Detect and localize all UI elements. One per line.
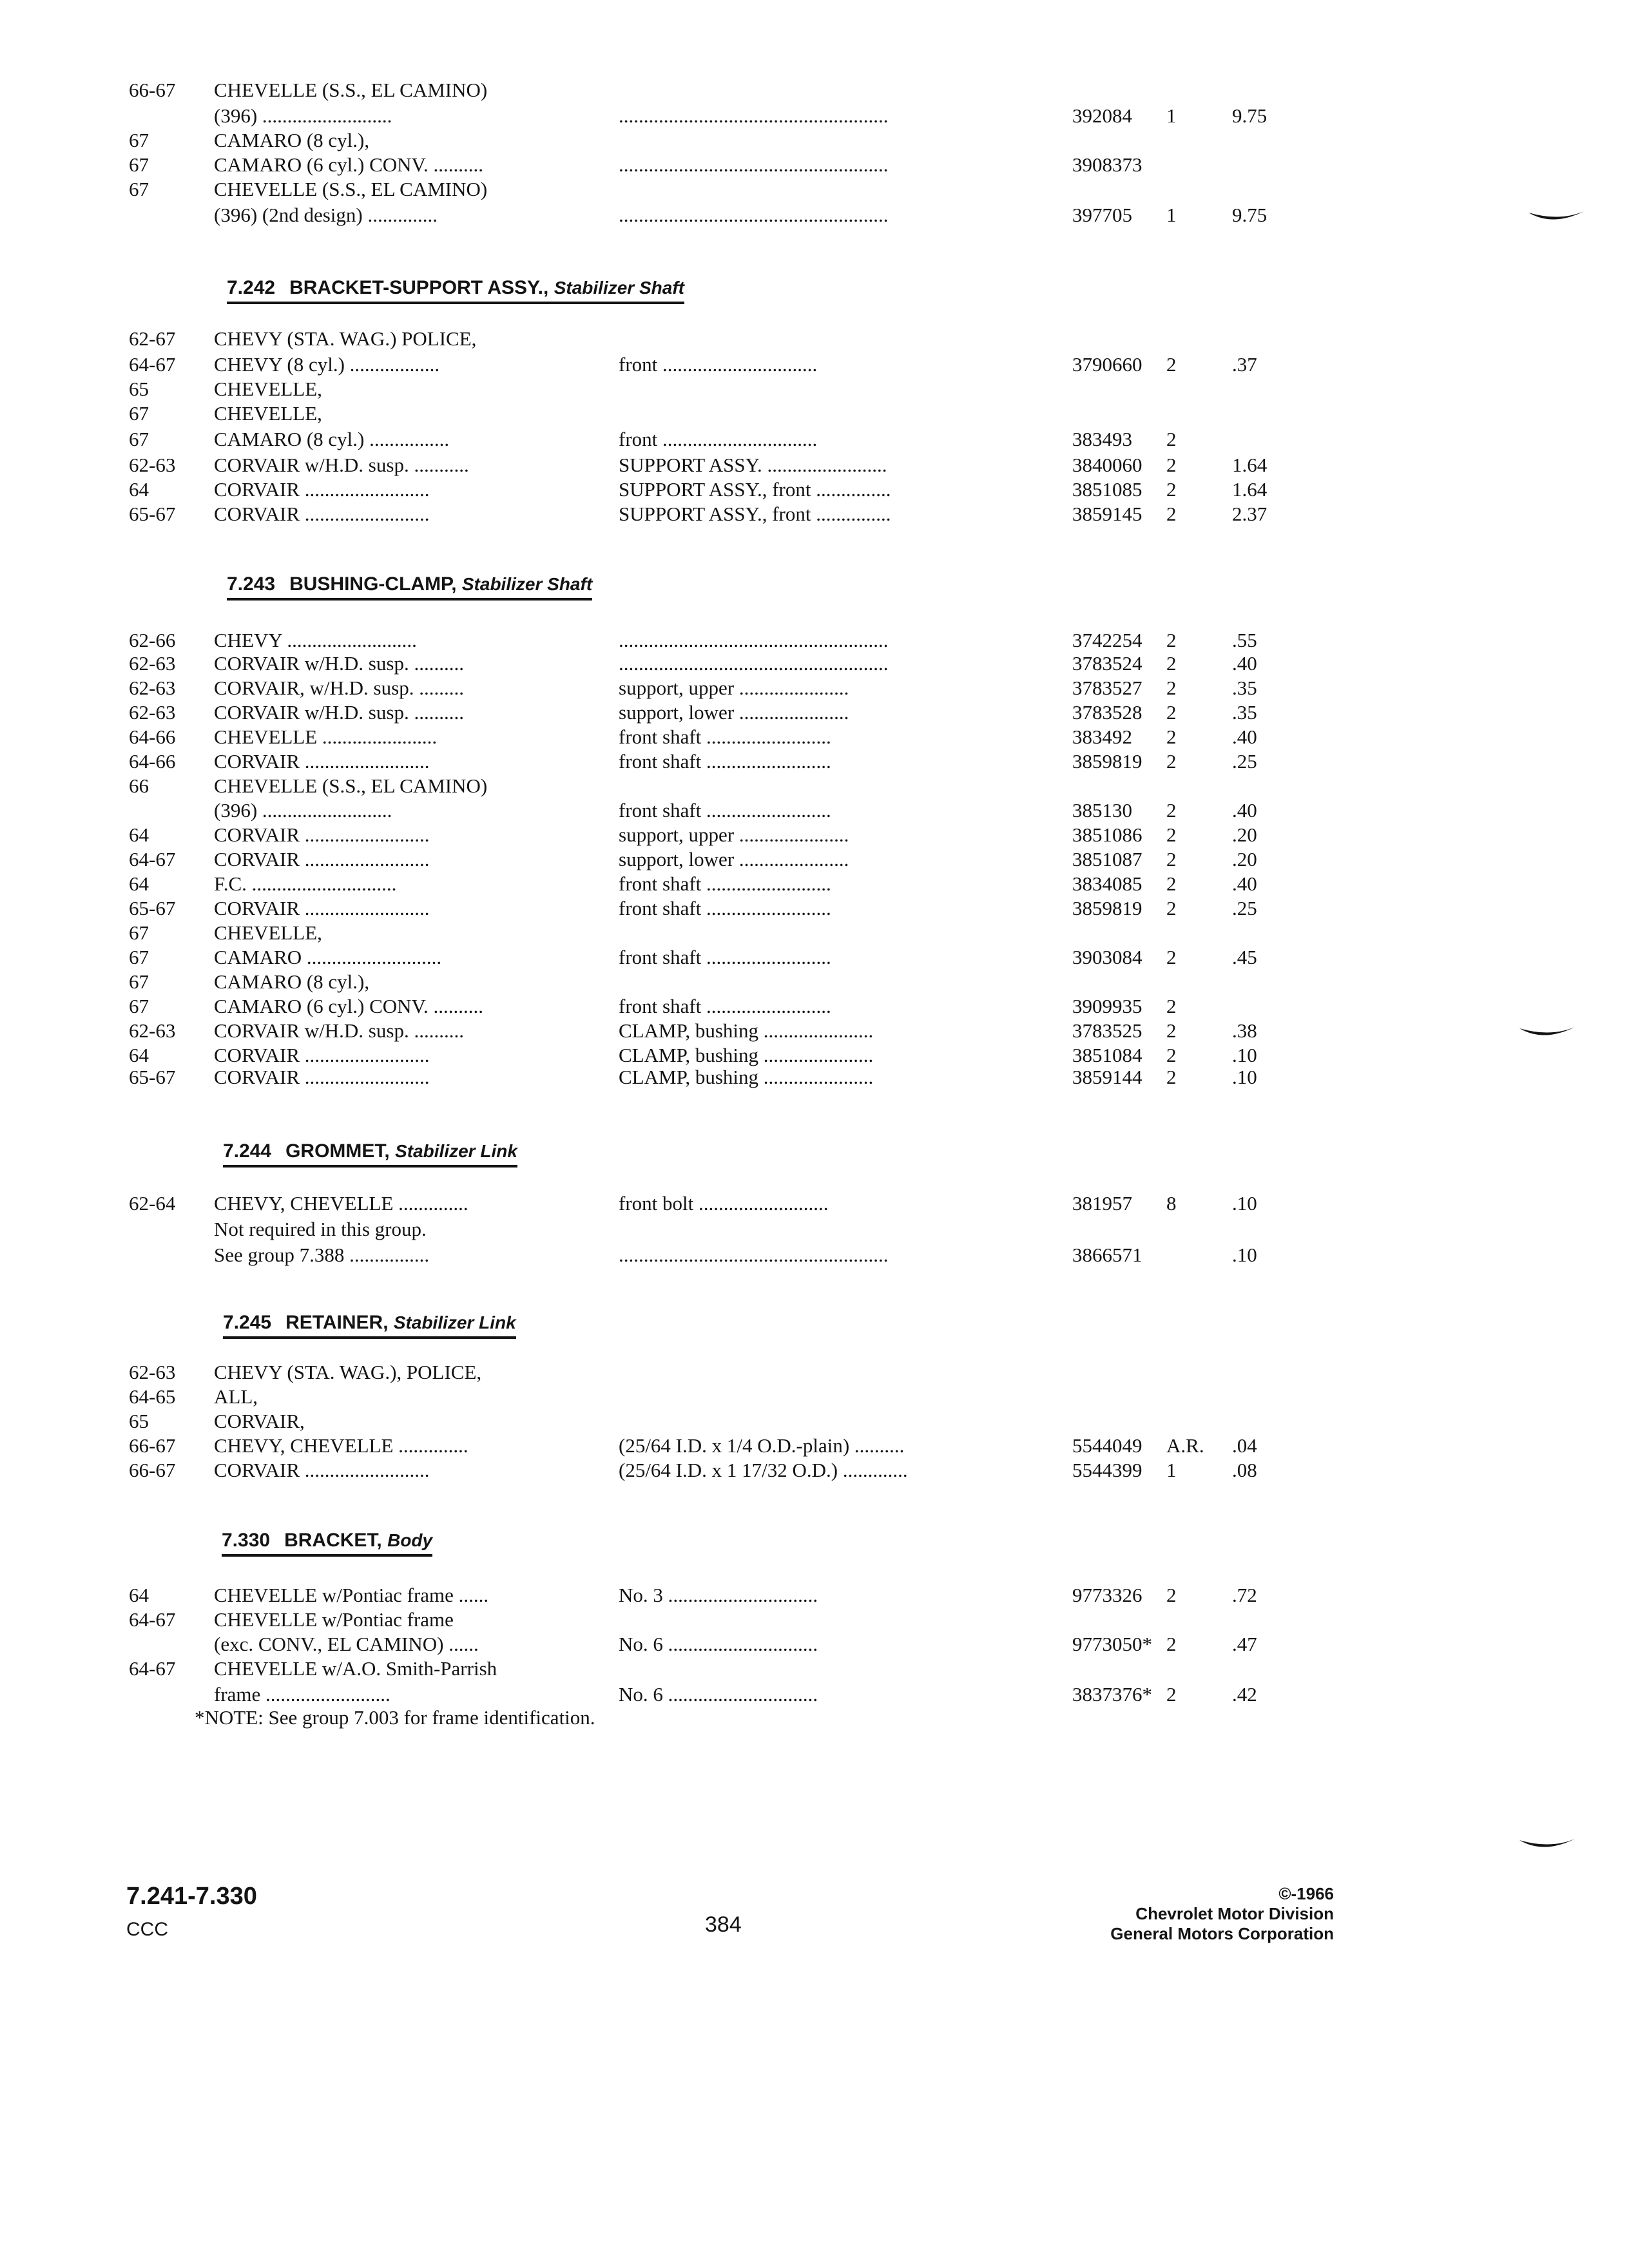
table-row: 67 CAMARO (6 cyl.) CONV. .......... front shaft ......................... 3909935 2: [129, 995, 1177, 1017]
section-heading: 7.330 BRACKET, Body: [222, 1528, 432, 1557]
binder-mark-icon: [1518, 1023, 1576, 1043]
page-number: 384: [705, 1912, 742, 1937]
table-row: 66-67 CORVAIR ......................... (25/64 I.D. x 1 17/32 O.D.) ............. 5544399 1 .08: [129, 1459, 1257, 1481]
table-row: 62-63 CORVAIR w/H.D. susp. .......... CLAMP, bushing ...................... 3783525 2 .38: [129, 1019, 1257, 1042]
table-row: 67 CAMARO (6 cyl.) CONV. .......... ...................................................... 3908373: [129, 153, 1142, 176]
table-row: 64-67 CHEVY (8 cyl.) .................. front ............................... 3790660 2 .37: [129, 353, 1257, 376]
table-row: 67 CHEVELLE (S.S., EL CAMINO): [129, 178, 488, 200]
table-row: 64-67 CORVAIR ......................... support, lower ...................... 3851087 2 .20: [129, 848, 1257, 870]
table-row: 64-65 ALL,: [129, 1385, 258, 1408]
table-row: 67 CAMARO (8 cyl.) ................ front ............................... 383493 2: [129, 428, 1177, 450]
table-row: Not required in this group.: [214, 1218, 427, 1240]
table-row: 64-66 CORVAIR ......................... front shaft ......................... 3859819 2 .25: [129, 750, 1257, 773]
table-row: See group 7.388 ................ ...................................................... 3866571 .10: [214, 1244, 1257, 1266]
binder-mark-icon: [1527, 207, 1585, 227]
group-range: 7.241-7.330: [126, 1883, 257, 1910]
division-line: Chevrolet Motor Division: [1135, 1904, 1334, 1923]
table-row: 64-67 CHEVELLE w/A.O. Smith-Parrish: [129, 1657, 497, 1680]
table-row: 67 CHEVELLE,: [129, 921, 322, 944]
copyright-line: ©-1966: [1278, 1884, 1334, 1903]
section-heading: 7.243 BUSHING-CLAMP, Stabilizer Shaft: [227, 572, 592, 601]
table-row: 62-63 CHEVY (STA. WAG.), POLICE,: [129, 1361, 482, 1383]
table-row: 64 CORVAIR ......................... CLAMP, bushing ...................... 3851084 2 .10: [129, 1044, 1257, 1066]
section-heading: 7.245 RETAINER, Stabilizer Link: [223, 1311, 516, 1339]
table-row: 65 CHEVELLE,: [129, 378, 322, 400]
table-row: (396) .......................... ...................................................... 392084 1 9.75: [214, 104, 1268, 127]
table-row: (396) .......................... front shaft ......................... 385130 2 .40: [214, 799, 1257, 822]
table-row: 62-63 CORVAIR, w/H.D. susp. ......... support, upper ...................... 3783527 2 .35: [129, 677, 1257, 699]
table-row: 65 CORVAIR,: [129, 1410, 305, 1432]
table-row: 67 CHEVELLE,: [129, 402, 322, 425]
table-row: 64 CORVAIR ......................... SUPPORT ASSY., front ............... 3851085 2 1.64: [129, 478, 1268, 501]
table-row: 64-67 CHEVELLE w/Pontiac frame: [129, 1608, 454, 1631]
table-row: (exc. CONV., EL CAMINO) ...... No. 6 .............................. 9773050* 2 .47: [214, 1633, 1257, 1655]
catalog-code: CCC: [126, 1919, 168, 1940]
table-row: 64-66 CHEVELLE ....................... front shaft ......................... 383492 2 .40: [129, 726, 1257, 748]
table-row: 62-63 CORVAIR w/H.D. susp. .......... ...................................................... 3783524 2 .40: [129, 652, 1257, 675]
table-row: 62-63 CORVAIR w/H.D. susp. .......... support, lower ...................... 3783528 2 .35: [129, 701, 1257, 724]
section-heading: 7.242 BRACKET-SUPPORT ASSY., Stabilizer Shaft: [227, 276, 684, 304]
table-row: 65-67 CORVAIR ......................... CLAMP, bushing ...................... 3859144 2 .10: [129, 1066, 1257, 1088]
table-row: 62-66 CHEVY .......................... ...................................................... 3742254 2 .55: [129, 629, 1257, 651]
table-row: 65-67 CORVAIR ......................... front shaft ......................... 3859819 2 .25: [129, 897, 1257, 919]
table-row: 64 F.C. ............................. front shaft ......................... 3834085 2 .40: [129, 872, 1257, 895]
table-row: 62-63 CORVAIR w/H.D. susp. ........... SUPPORT ASSY. ........................ 3840060 2 1.64: [129, 454, 1268, 476]
table-row: 64 CHEVELLE w/Pontiac frame ...... No. 3 .............................. 9773326 2 .72: [129, 1584, 1257, 1606]
table-row: (396) (2nd design) .............. ...................................................... 397705 1 9.75: [214, 204, 1268, 226]
publisher-block: [1110, 1884, 1334, 1944]
table-row: 62-67 CHEVY (STA. WAG.) POLICE,: [129, 327, 477, 350]
table-row: 62-64 CHEVY, CHEVELLE .............. front bolt .......................... 381957 8 .10: [129, 1192, 1257, 1215]
footnote: *NOTE: See group 7.003 for frame identification.: [195, 1706, 595, 1729]
table-row: frame ......................... No. 6 .............................. 3837376* 2 .42: [214, 1683, 1257, 1706]
table-row: 66-67 CHEVY, CHEVELLE .............. (25/64 I.D. x 1/4 O.D.-plain) .......... 5544049 A.R. .04: [129, 1434, 1257, 1457]
table-row: 67 CAMARO (8 cyl.),: [129, 970, 370, 993]
table-row: 64 CORVAIR ......................... support, upper ...................... 3851086 2 .20: [129, 823, 1257, 846]
binder-mark-icon: [1518, 1835, 1576, 1854]
table-row: 67 CAMARO ........................... front shaft ......................... 3903084 2 .45: [129, 946, 1257, 968]
table-row: 65-67 CORVAIR ......................... SUPPORT ASSY., front ............... 3859145 2 2.37: [129, 503, 1268, 525]
section-heading: 7.244 GROMMET, Stabilizer Link: [223, 1139, 517, 1168]
corporation-line: General Motors Corporation: [1110, 1924, 1334, 1943]
table-row: 66-67 CHEVELLE (S.S., EL CAMINO): [129, 79, 488, 101]
table-row: 67 CAMARO (8 cyl.),: [129, 129, 370, 151]
table-row: 66 CHEVELLE (S.S., EL CAMINO): [129, 774, 488, 797]
